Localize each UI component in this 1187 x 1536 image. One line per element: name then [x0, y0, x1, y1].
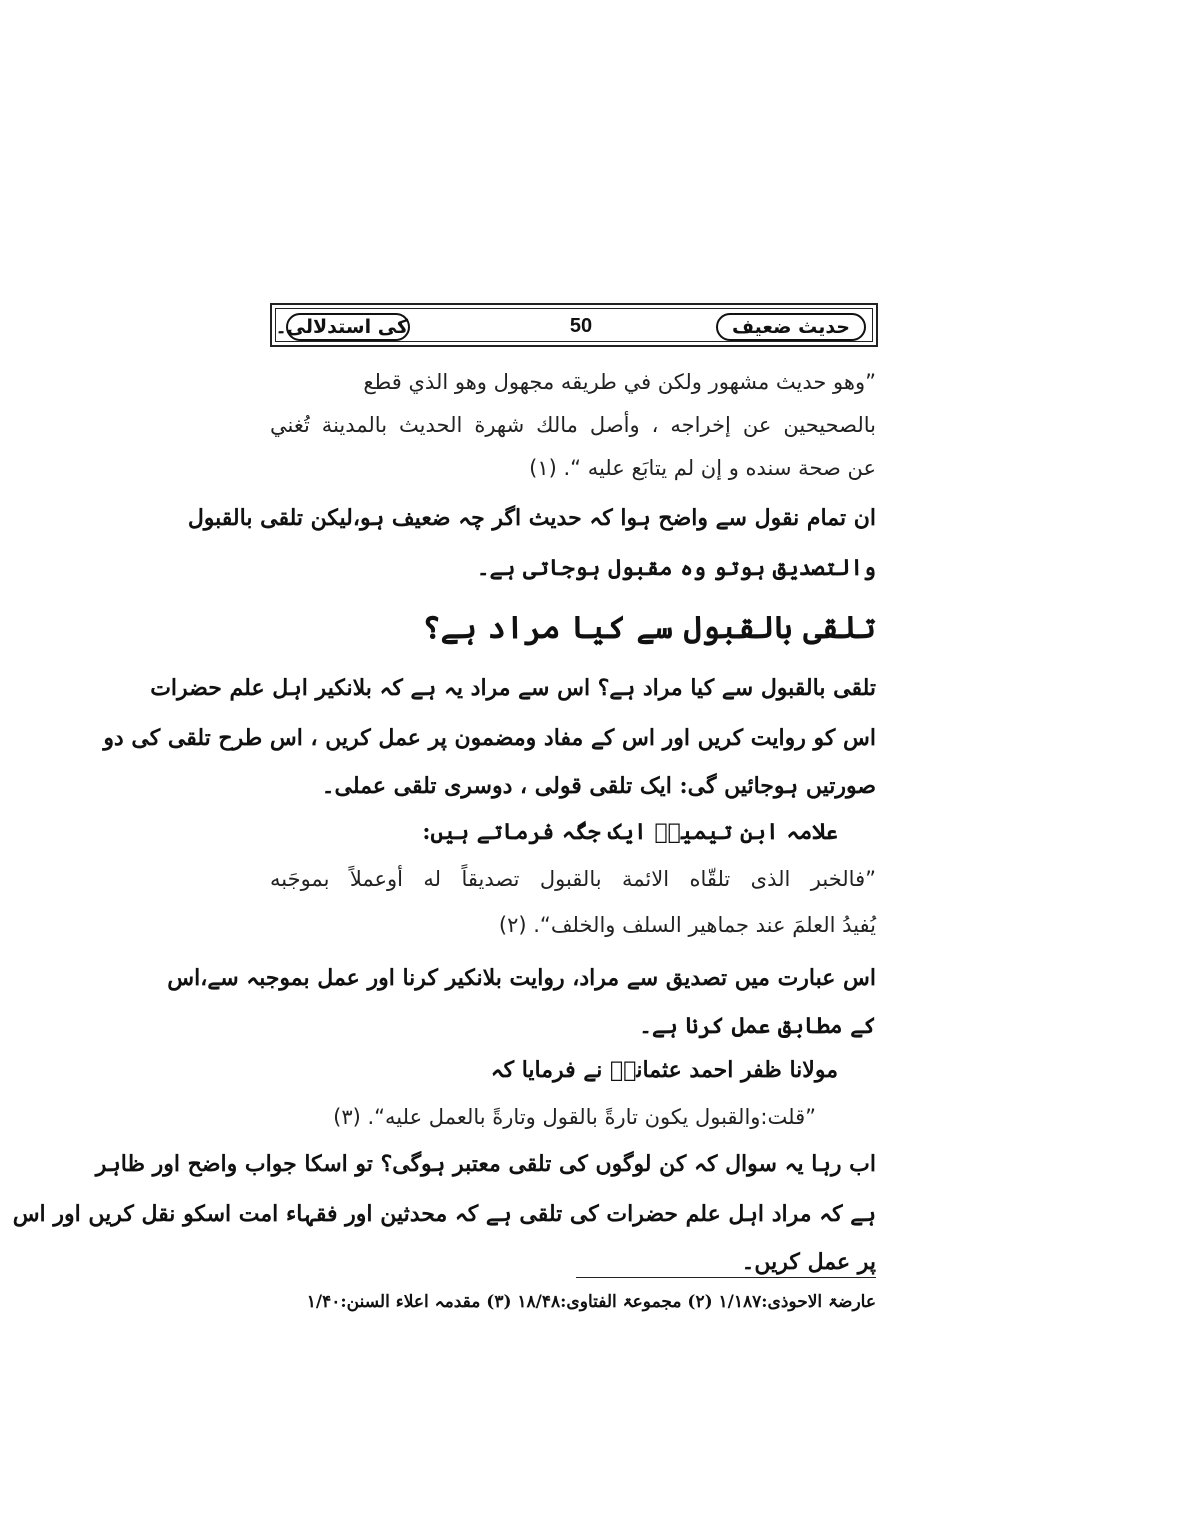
arabic-quote-1-line-2: بالصحيحين عن إخراجه ، وأصل مالك شهرة الحديث بالمدينة تُغني [270, 413, 876, 437]
intro-ibn-taymiyyah: علامہ ابن تیمیہؒ ایک جگہ فرماتے ہیں: [422, 819, 838, 845]
arabic-quote-2-line-1: ”فالخبر الذى تلقّاه الائمة بالقبول تصديقاً له أوعملاً بموجَبه [270, 867, 876, 891]
paragraph-4-line-2: ہے کہ مراد اہل علم حضرات کی تلقی ہے کہ محدثین اور فقہاء امت اسکو نقل کریں اور اس [12, 1201, 876, 1227]
paragraph-2-line-3: صورتیں ہوجائیں گی: ایک تلقی قولی ، دوسری تلقی عملی۔ [321, 773, 876, 799]
paragraph-3-line-1: اس عبارت میں تصدیق سے مراد، روایت بلانکیر کرنا اور عمل بموجبہ سے،اس [167, 965, 876, 991]
arabic-quote-1-line-3: عن صحة سنده و إن لم يتابَع عليه “. (١) [529, 456, 876, 480]
paragraph-1-line-2: والتصدیق ہوتو وہ مقبول ہوجاتی ہے۔ [476, 555, 876, 581]
arabic-quote-2-line-2: يُفيدُ العلمَ عند جماهير السلف والخلف“. (٢) [498, 913, 876, 937]
paragraph-4-line-1: اب رہا یہ سوال کہ کن لوگوں کی تلقی معتبر ہوگی؟ تو اسکا جواب واضح اور ظاہر [95, 1151, 876, 1177]
intro-zafar-ahmad-usmani: مولانا ظفر احمد عثمانیؒ نے فرمایا کہ [490, 1057, 838, 1083]
paragraph-2-line-1: تلقی بالقبول سے کیا مراد ہے؟ اس سے مراد یہ ہے کہ بلانکیر اہل علم حضرات [150, 675, 876, 701]
header-inner-frame [275, 308, 873, 342]
paragraph-4-line-3: پر عمل کریں۔ [741, 1249, 876, 1275]
header-book-subtitle: کی استدلالی۔ [286, 313, 410, 341]
page-header [270, 303, 878, 347]
footnote-separator [576, 1277, 876, 1278]
paragraph-2-line-2: اس کو روایت کریں اور اس کے مفاد ومضمون پر عمل کریں ، اس طرح تلقی کی دو [103, 725, 876, 751]
arabic-quote-3: ”قلت:والقبول يكون تارةً بالقول وتارةً بالعمل عليه“. (٣) [333, 1105, 816, 1129]
footnotes: عارضۃ الاحوذی:۱/۱۸۷ (۲) مجموعۃ الفتاوی:۱۸/۴۸ (۳) مقدمہ اعلاء السنن:۱/۴۰ [306, 1292, 876, 1312]
section-heading: تلقی بالقبول سے کیا مراد ہے؟ [422, 610, 876, 646]
page-number: 50 [569, 315, 593, 337]
paragraph-1-line-1: ان تمام نقول سے واضح ہوا کہ حدیث اگر چہ ضعیف ہو،لیکن تلقی بالقبول [187, 505, 876, 531]
arabic-quote-1-line-1: ”وهو حديث مشهور ولكن في طريقه مجهول وهو الذي قطع [363, 370, 876, 394]
header-book-title: حدیث ضعیف [716, 313, 866, 341]
paragraph-3-line-2: کے مطابق عمل کرنا ہے۔ [639, 1013, 876, 1039]
